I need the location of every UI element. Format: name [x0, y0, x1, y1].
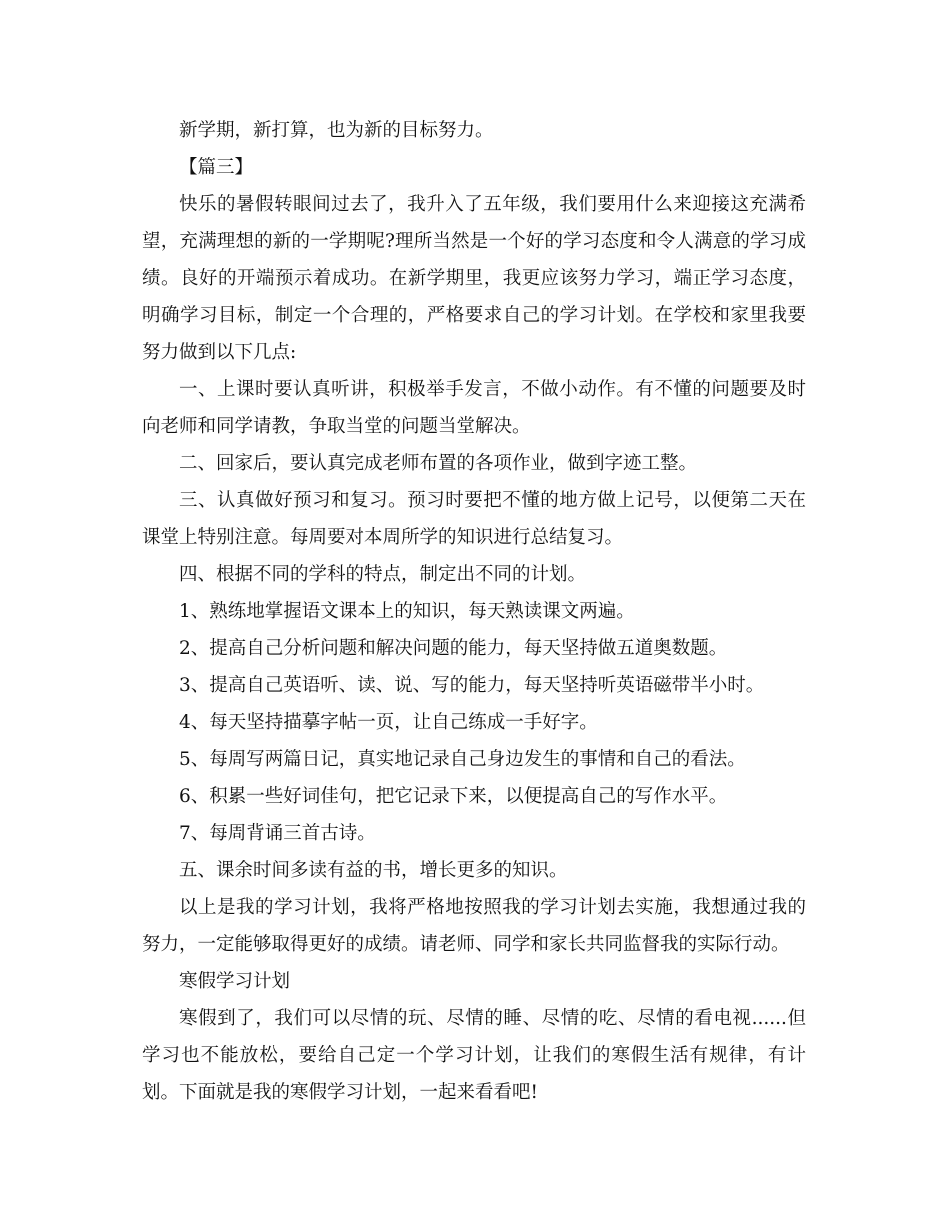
- sub-item-3: 3、提高自己英语听、读、说、写的能力，每天坚持听英语磁带半小时。: [179, 675, 765, 696]
- sub-item-5: 5、每周写两篇日记，真实地记录自己身边发生的事情和自己的看法。: [179, 749, 746, 770]
- section-heading-part-three: 【篇三】: [179, 157, 254, 178]
- sub-item-7: 7、每周背诵三首古诗。: [179, 823, 376, 844]
- sub-item-4: 4、每天坚持描摹字帖一页，让自己练成一手好字。: [179, 712, 598, 733]
- list-item-point-three: 三、认真做好预习和复习。预习时要把不懂的地方做上记号，以便第二天在课堂上特别注意。每周要对本周所学的知识进行总结复习。: [142, 490, 806, 548]
- list-item-point-one: 一、上课时要认真听讲，积极举手发言，不做小动作。有不懂的问题要及时向老师和同学请教，争取当堂的问题当堂解决。: [142, 379, 806, 437]
- sub-item-2: 2、提高自己分析问题和解决问题的能力，每天坚持做五道奥数题。: [179, 638, 728, 659]
- sub-item-1: 1、熟练地掌握语文课本上的知识，每天熟读课文两遍。: [179, 601, 635, 622]
- list-item-point-four: 四、根据不同的学科的特点，制定出不同的计划。: [179, 564, 587, 585]
- document-body: [142, 112, 806, 1111]
- list-item-point-five: 五、课余时间多读有益的书，增长更多的知识。: [179, 860, 568, 881]
- paragraph-winter-intro: 寒假到了，我们可以尽情的玩、尽情的睡、尽情的吃、尽情的看电视......但学习也不能放松，要给自己定一个学习计划，让我们的寒假生活有规律，有计划。下面就是我的寒假学习计划，一起来看看吧!: [142, 1008, 806, 1103]
- list-item-point-two: 二、回家后，要认真完成老师布置的各项作业，做到字迹工整。: [179, 453, 698, 474]
- paragraph-intro-closing: 新学期，新打算，也为新的目标努力。: [179, 120, 494, 141]
- section-heading-winter-plan: 寒假学习计划: [179, 971, 291, 992]
- paragraph-conclusion: 以上是我的学习计划，我将严格地按照我的学习计划去实施，我想通过我的努力，一定能够取得更好的成绩。请老师、同学和家长共同监督我的实际行动。: [142, 897, 806, 955]
- sub-item-6: 6、积累一些好词佳句，把它记录下来，以便提高自己的写作水平。: [179, 786, 728, 807]
- paragraph-opening: 快乐的暑假转眼间过去了，我升入了五年级，我们要用什么来迎接这充满希望，充满理想的新的一学期呢?理所当然是一个好的学习态度和令人满意的学习成绩。良好的开端预示着成功。在新学期里，我更应该努力学习，端正学习态度，明确学习目标，制定一个合理的，严格要求自己的学习计划。在学校和家里我要努力做到以下几点:: [142, 194, 806, 363]
